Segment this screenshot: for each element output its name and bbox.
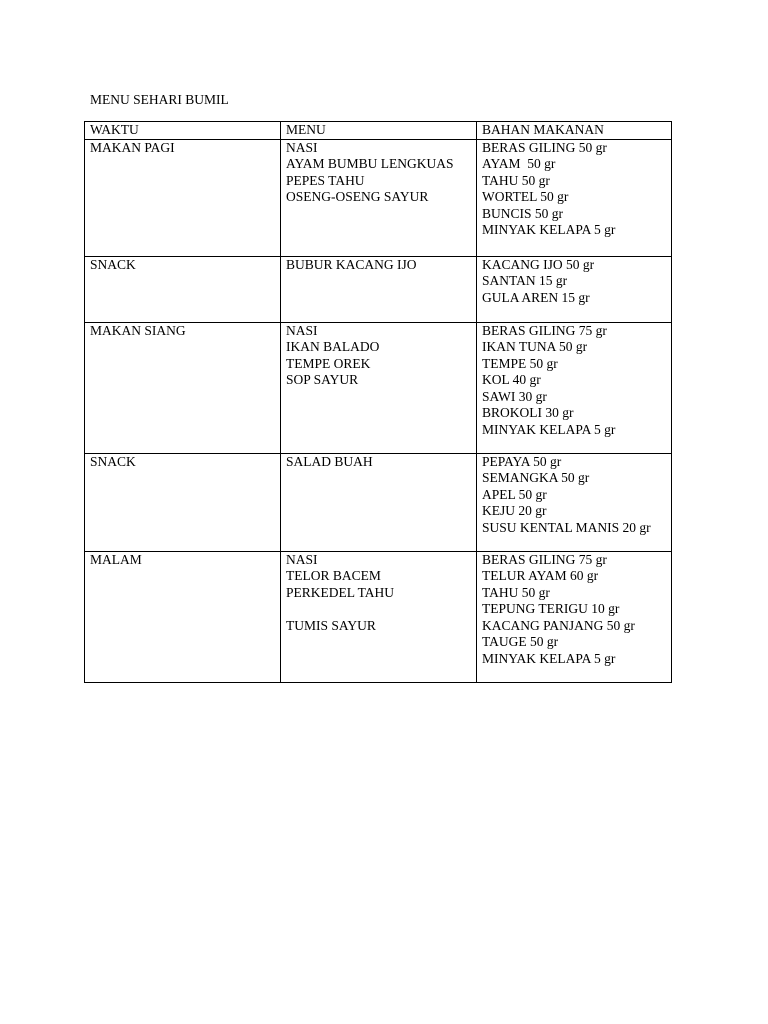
cell-bahan	[477, 256, 672, 322]
ingredient-item: TAHU 50 gr	[482, 584, 550, 600]
ingredient-item: GULA AREN 15 gr	[482, 289, 590, 305]
menu-table	[84, 121, 672, 683]
cell-waktu	[85, 139, 281, 256]
header-waktu: WAKTU	[85, 122, 281, 140]
ingredient-item: BERAS GILING 50 gr	[482, 139, 607, 155]
ingredient-item: BERAS GILING 75 gr	[482, 551, 607, 567]
ingredient-item: PEPAYA 50 gr	[482, 453, 562, 469]
cell-waktu	[85, 256, 281, 322]
menu-item: PERKEDEL TAHU	[286, 584, 395, 600]
ingredient-item: BROKOLI 30 gr	[482, 405, 574, 420]
ingredient-item: APEL 50 gr	[482, 486, 547, 502]
cell-bahan	[477, 453, 672, 551]
table-header-row	[85, 122, 672, 140]
ingredient-item: IKAN TUNA 50 gr	[482, 339, 588, 354]
ingredient-item: MINYAK KELAPA 5 gr	[482, 222, 616, 237]
cell-waktu	[85, 453, 281, 551]
menu-item: SALAD BUAH	[286, 453, 373, 469]
ingredient-item: BERAS GILING 75 gr	[482, 322, 607, 338]
ingredient-item: MINYAK KELAPA 5 gr	[482, 421, 616, 437]
ingredient-item: KEJU 20 gr	[482, 503, 547, 518]
ingredient-item: BUNCIS 50 gr	[482, 205, 564, 221]
header-menu: MENU	[281, 122, 477, 140]
menu-item: BUBUR KACANG IJO	[286, 256, 417, 272]
menu-item: TUMIS SAYUR	[286, 617, 376, 633]
ingredient-item: SANTAN 15 gr	[482, 273, 568, 288]
cell-bahan	[477, 139, 672, 256]
cell-menu	[281, 453, 477, 551]
menu-item: IKAN BALADO	[286, 339, 380, 354]
waktu-label: MAKAN SIANG	[90, 322, 186, 338]
ingredient-item: TEMPE 50 gr	[482, 355, 558, 371]
ingredient-item: SAWI 30 gr	[482, 388, 547, 404]
table-row-malam	[85, 551, 672, 682]
menu-item: OSENG-OSENG SAYUR	[286, 189, 429, 204]
ingredient-item: AYAM 50 gr	[482, 156, 556, 171]
ingredient-item: TAHU 50 gr	[482, 172, 550, 188]
ingredient-item: KACANG IJO 50 gr	[482, 256, 595, 272]
cell-menu	[281, 322, 477, 453]
ingredient-item: KOL 40 gr	[482, 372, 541, 387]
menu-item: NASI	[286, 139, 318, 155]
cell-bahan	[477, 551, 672, 682]
menu-item: NASI	[286, 322, 318, 338]
document-title: MENU SEHARI BUMIL	[90, 92, 229, 107]
cell-waktu	[85, 551, 281, 682]
ingredient-item: TAUGE 50 gr	[482, 634, 559, 649]
cell-menu	[281, 256, 477, 322]
menu-item: TELOR BACEM	[286, 568, 381, 583]
menu-item-blank	[286, 601, 471, 618]
header-bahan-makanan: BAHAN MAKANAN	[477, 122, 672, 140]
table-row-makan-pagi	[85, 139, 672, 256]
ingredient-item: WORTEL 50 gr	[482, 189, 569, 204]
ingredient-item: TEPUNG TERIGU 10 gr	[482, 601, 620, 616]
ingredient-item: KACANG PANJANG 50 gr	[482, 617, 635, 633]
waktu-label: MALAM	[90, 551, 142, 567]
ingredient-item: TELUR AYAM 60 gr	[482, 568, 599, 583]
ingredient-item: SUSU KENTAL MANIS 20 gr	[482, 519, 651, 535]
waktu-label: MAKAN PAGI	[90, 139, 175, 155]
cell-waktu	[85, 322, 281, 453]
waktu-label: SNACK	[90, 256, 136, 272]
table-row-snack-1	[85, 256, 672, 322]
table-row-snack-2	[85, 453, 672, 551]
table-row-makan-siang	[85, 322, 672, 453]
menu-item: AYAM BUMBU LENGKUAS	[286, 156, 454, 171]
menu-item: TEMPE OREK	[286, 355, 371, 371]
menu-item: SOP SAYUR	[286, 372, 359, 387]
waktu-label: SNACK	[90, 453, 136, 469]
cell-bahan	[477, 322, 672, 453]
menu-item: PEPES TAHU	[286, 172, 365, 188]
menu-item: NASI	[286, 551, 318, 567]
ingredient-item: MINYAK KELAPA 5 gr	[482, 650, 616, 666]
cell-menu	[281, 551, 477, 682]
cell-menu	[281, 139, 477, 256]
ingredient-item: SEMANGKA 50 gr	[482, 470, 590, 485]
